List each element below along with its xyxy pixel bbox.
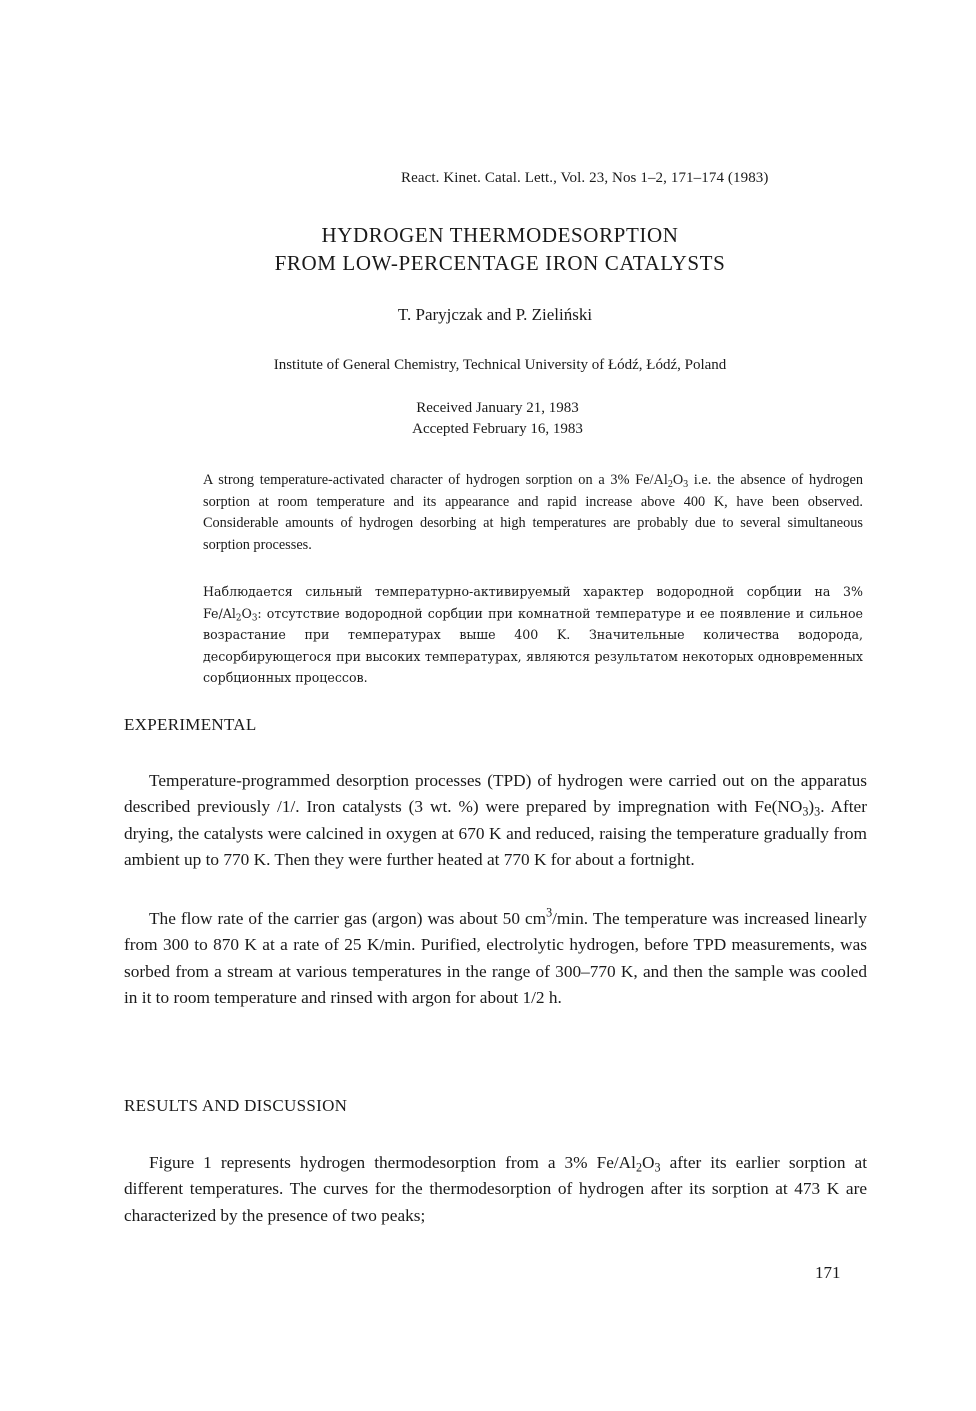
article-title-line-1: HYDROGEN THERMODESORPTION [321,223,679,247]
affiliation: Institute of General Chemistry, Technical University of Łódź, Łódź, Poland [273,357,727,373]
page-number: 171 [815,1263,841,1282]
abstract-russian: Наблюдается сильный температурно-активируемый характер водородной сорбции на 3% $Fe/Al_2O_3$: отсутствие водородной сорбции при комнатной температуре и ее появление и сильное возрастание при температурах выше 400 K. Значительные количества водорода, десорбирующегося при высоких температурах, являются результатом некоторых одновременных сорбционных процессов. [203,584,863,685]
section-heading-experimental: EXPERIMENTAL [124,715,257,734]
abstract-english: A strong temperature-activated character of hydrogen sorption on a 3% $Fe/Al_2O_3$ i.e. the absence of hydrogen sorption at room temperature and its appearance and rapid increase above 400 K, have been observed. Considerable amounts of hydrogen desorbing at high temperatures are probably due to several simultaneous sorption processes. [203,472,863,553]
received-date: Received January 21, 1983 [416,400,579,416]
accepted-date: Accepted February 16, 1983 [412,421,583,437]
section-heading-results: RESULTS AND DISCUSSION [124,1096,348,1115]
article-title-line-2: FROM LOW-PERCENTAGE IRON CATALYSTS [274,251,726,275]
journal-citation: React. Kinet. Catal. Lett., Vol. 23, Nos 1–2, 171–174 (1983) [401,170,769,186]
experimental-paragraph-2: The flow rate of the carrier gas (argon) was about 50 $cm^3/\min$. The temperature was increased linearly from 300 to 870 K at a rate of 25 K/min. Purified, electrolytic hydrogen, before TPD measurements, was sorbed from a stream at various temperatures in the range of 300–770 K, and then the sample was cooled in it to room temperature and rinsed with argon for about 1/2 h. [124,905,868,1007]
results-paragraph-1: Figure 1 represents hydrogen thermodesorption from a 3% $Fe/Al_2O_3$ after its earlier sorption at different temperatures. The curves for the thermodesorption of hydrogen after its sorption at 473 K are characterized by the presence of two peaks; [124,1153,867,1225]
authors: T. Paryjczak and P. Zieliński [397,305,593,324]
experimental-paragraph-1: Temperature-programmed desorption processes (TPD) of hydrogen were carried out on the apparatus described previously /1/. Iron catalysts (3 wt. %) were prepared by impregnation with $Fe(NO_3)_3$. After drying, the catalysts were calcined in oxygen at 670 K and reduced, raising the temperature gradually from ambient up to 770 K. Then they were further heated at 770 K for about a fortnight. [124,771,867,869]
